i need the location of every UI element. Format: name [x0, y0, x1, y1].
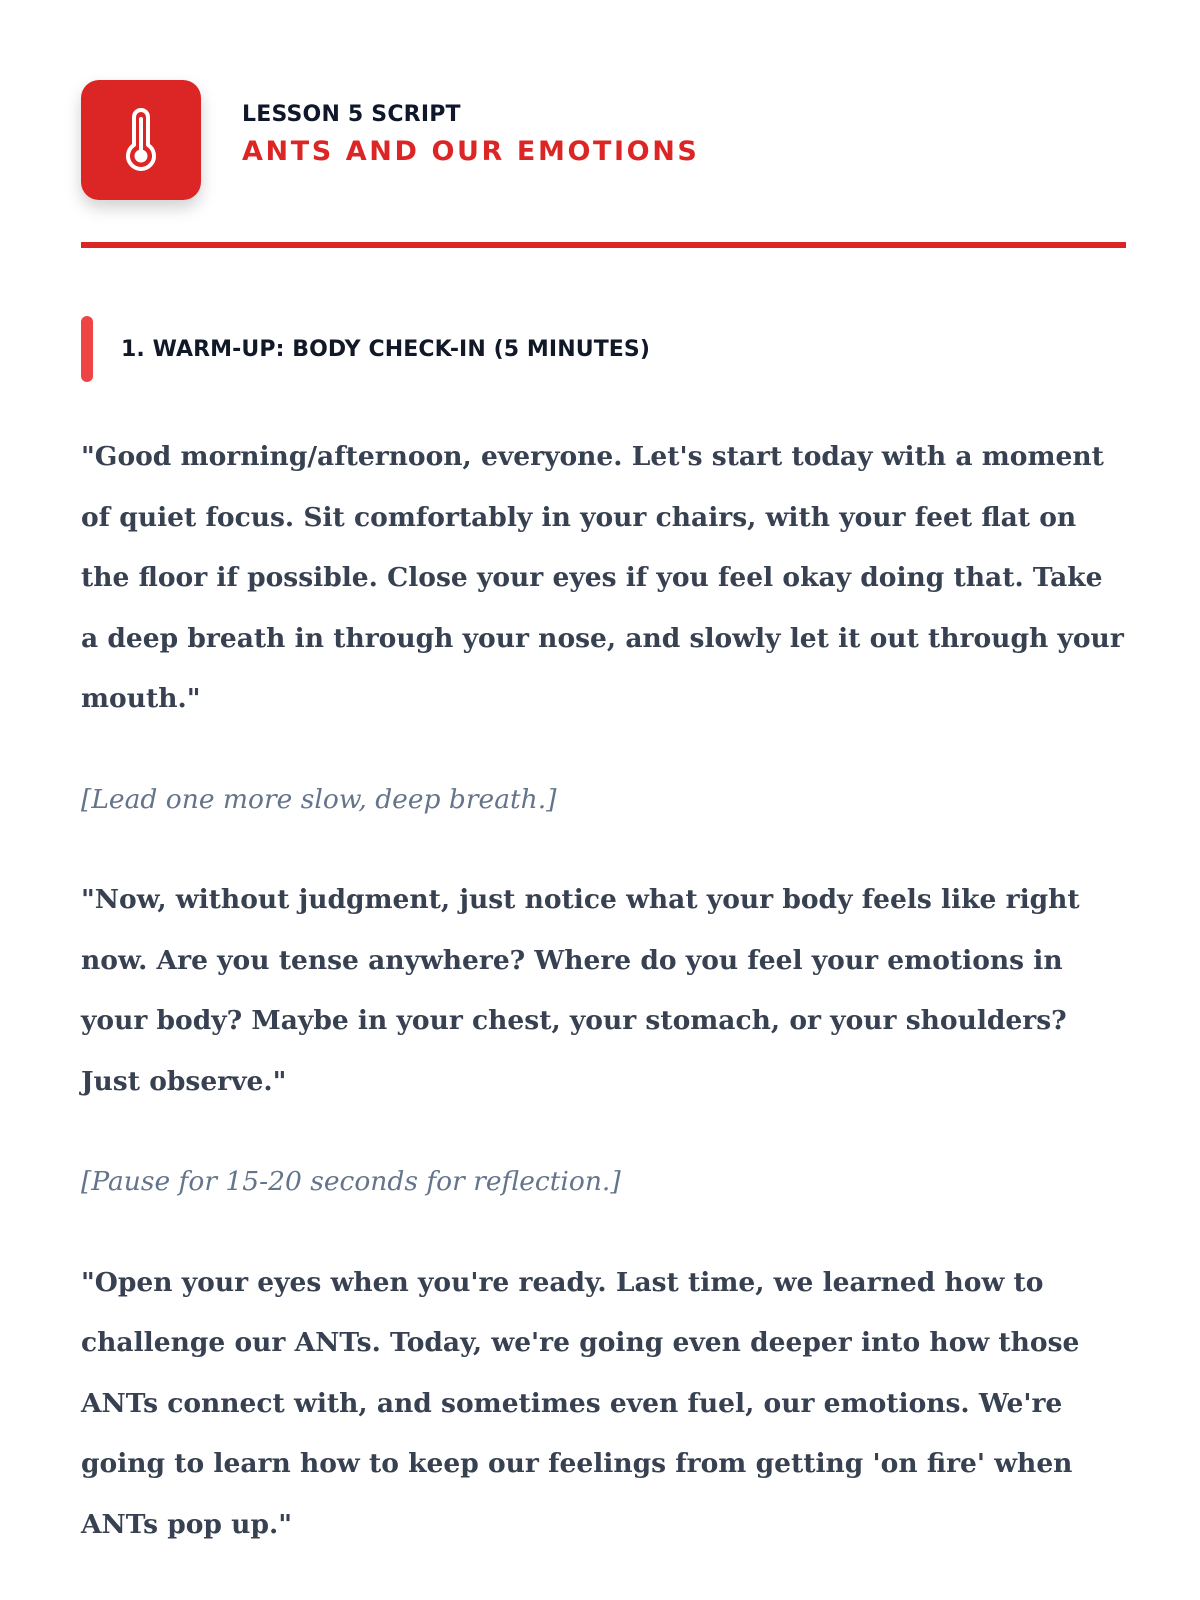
script-paragraph: "Now, without judgment, just notice what your body feels like right now. Are you tense anywhere? Where do you feel your emotions in your body? Maybe in your chest, your stomach, or your shoulders? Just observe." [81, 884, 1080, 1097]
section-title: 1. WARM-UP: BODY CHECK-IN (5 MINUTES) [121, 336, 651, 362]
stage-direction: [Lead one more slow, deep breath.] [81, 783, 557, 815]
section-heading [81, 316, 650, 382]
lesson-header [81, 80, 1126, 200]
stage-direction: [Pause for 15-20 seconds for reflection.] [81, 1166, 621, 1197]
script-body [81, 427, 1126, 1555]
header-divider [81, 242, 1126, 248]
script-paragraph: "Open your eyes when you're ready. Last time, we learned how to challenge our ANTs. Today, we're going even deeper into how those ANTs connect with, and sometimes even fuel, our emotions. We're going to learn how to keep our feelings from getting 'on fire' when ANTs pop up." [81, 1266, 1080, 1540]
header-text [242, 100, 699, 172]
thermometer-icon [119, 107, 163, 173]
lesson-kicker: LESSON 5 SCRIPT [242, 102, 461, 127]
section-accent-bar [81, 316, 93, 382]
lesson-page [81, 80, 1126, 1540]
lesson-title: ANTS AND OUR EMOTIONS [242, 136, 700, 167]
thermometer-badge [81, 80, 201, 200]
script-paragraph: "Good morning/afternoon, everyone. Let's start today with a moment of quiet focus. Sit comfortably in your chairs, with your feet flat on the floor if possible. Close your eyes if you feel okay doing that. Take a deep breath in through your nose, and slowly let it out through your mouth." [81, 441, 1124, 714]
